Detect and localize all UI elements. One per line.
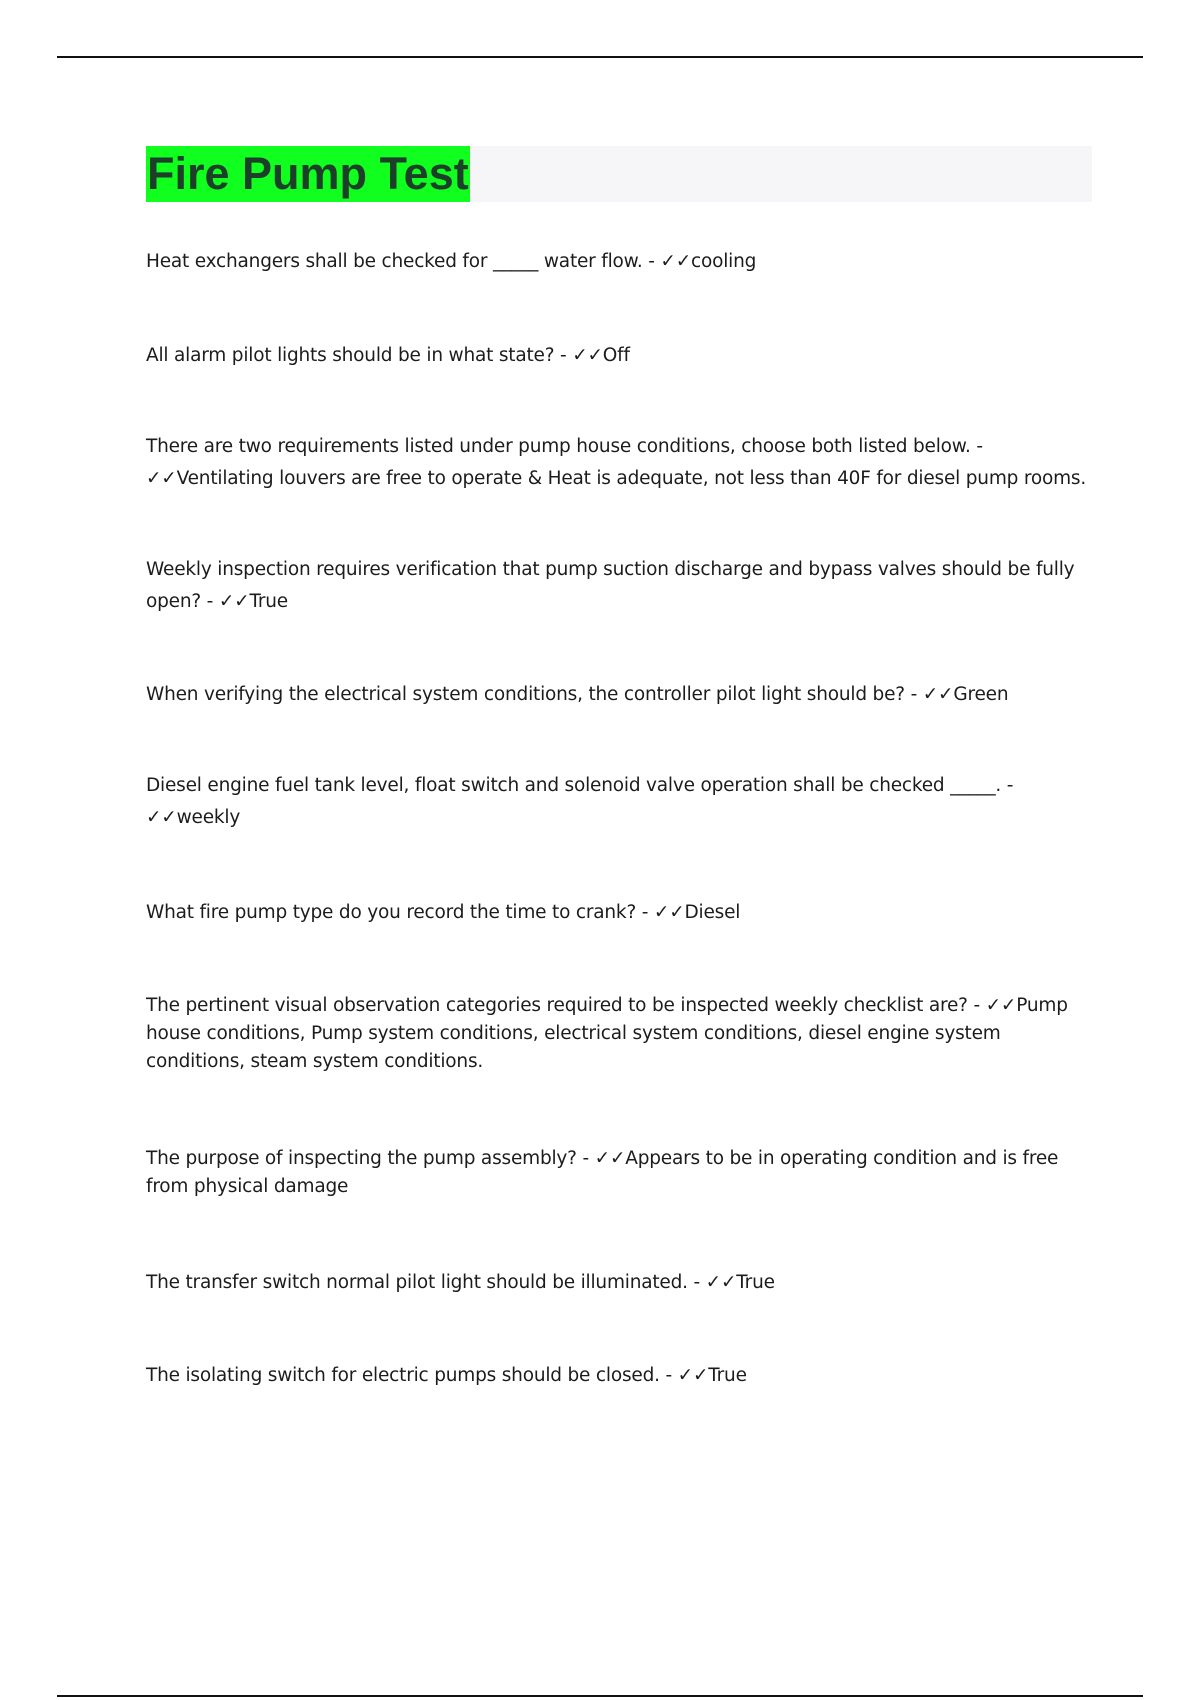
answer-text: cooling	[691, 251, 757, 272]
check-icon: ✓✓	[146, 468, 177, 489]
question-text: There are two requirements listed under pump house conditions, choose both listed below. -	[146, 436, 983, 457]
question-text: All alarm pilot lights should be in what state? -	[146, 345, 573, 366]
answer-text: True	[736, 1272, 775, 1293]
qa-item-2	[146, 340, 1096, 372]
question-text: The pertinent visual observation categories required to be inspected weekly checklist are? -	[146, 995, 986, 1016]
qa-item-9	[146, 1145, 1096, 1201]
question-text: The transfer switch normal pilot light should be illuminated. -	[146, 1272, 706, 1293]
answer-text: True	[249, 591, 288, 612]
question-text: Diesel engine fuel tank level, float switch and solenoid valve operation shall be checked _____. -	[146, 775, 1014, 796]
question-text: Heat exchangers shall be checked for _____ water flow. -	[146, 251, 661, 272]
title-bar	[146, 146, 1092, 202]
check-icon: ✓✓	[572, 345, 603, 366]
question-text: The purpose of inspecting the pump assembly? -	[146, 1148, 595, 1169]
answer-text: Diesel	[684, 902, 741, 923]
answer-text: True	[708, 1365, 747, 1386]
answer-text: Off	[602, 345, 630, 366]
qa-item-1	[146, 246, 1096, 278]
check-icon: ✓✓	[146, 807, 177, 828]
check-icon: ✓✓	[705, 1272, 737, 1293]
question-text: When verifying the electrical system conditions, the controller pilot light should be? -	[146, 684, 923, 705]
answer-text: Green	[953, 684, 1009, 705]
qa-item-10	[146, 1267, 1096, 1299]
top-divider	[57, 56, 1143, 58]
check-icon: ✓✓	[922, 684, 954, 705]
question-text: Weekly inspection requires verification that pump suction discharge and bypass valves should be fully open? -	[146, 559, 1075, 612]
page-title: Fire Pump Test	[146, 146, 470, 202]
question-text: What fire pump type do you record the time to crank? -	[146, 902, 654, 923]
qa-item-7	[146, 897, 1096, 929]
check-icon: ✓✓	[594, 1148, 626, 1169]
check-icon: ✓✓	[653, 902, 685, 923]
qa-item-8	[146, 992, 1096, 1076]
qa-item-11	[146, 1360, 1096, 1392]
question-text: The isolating switch for electric pumps should be closed. -	[146, 1365, 678, 1386]
answer-text: Ventilating louvers are free to operate & Heat is adequate, not less than 40F for diesel pump rooms.	[176, 468, 1087, 489]
check-icon: ✓✓	[985, 995, 1017, 1016]
bottom-divider	[57, 1695, 1143, 1697]
answer-text: Appears to be in operating condition and is free from physical damage	[146, 1148, 1059, 1197]
qa-item-3	[146, 431, 1096, 495]
answer-text: weekly	[176, 807, 241, 828]
qa-item-6	[146, 770, 1096, 834]
check-icon: ✓✓	[660, 251, 691, 272]
answer-text: Pump house conditions, Pump system conditions, electrical system conditions, diesel engine system conditions, steam system conditions.	[146, 995, 1068, 1072]
qa-item-4	[146, 554, 1096, 618]
check-icon: ✓✓	[218, 591, 250, 612]
qa-item-5	[146, 679, 1096, 711]
check-icon: ✓✓	[677, 1365, 709, 1386]
